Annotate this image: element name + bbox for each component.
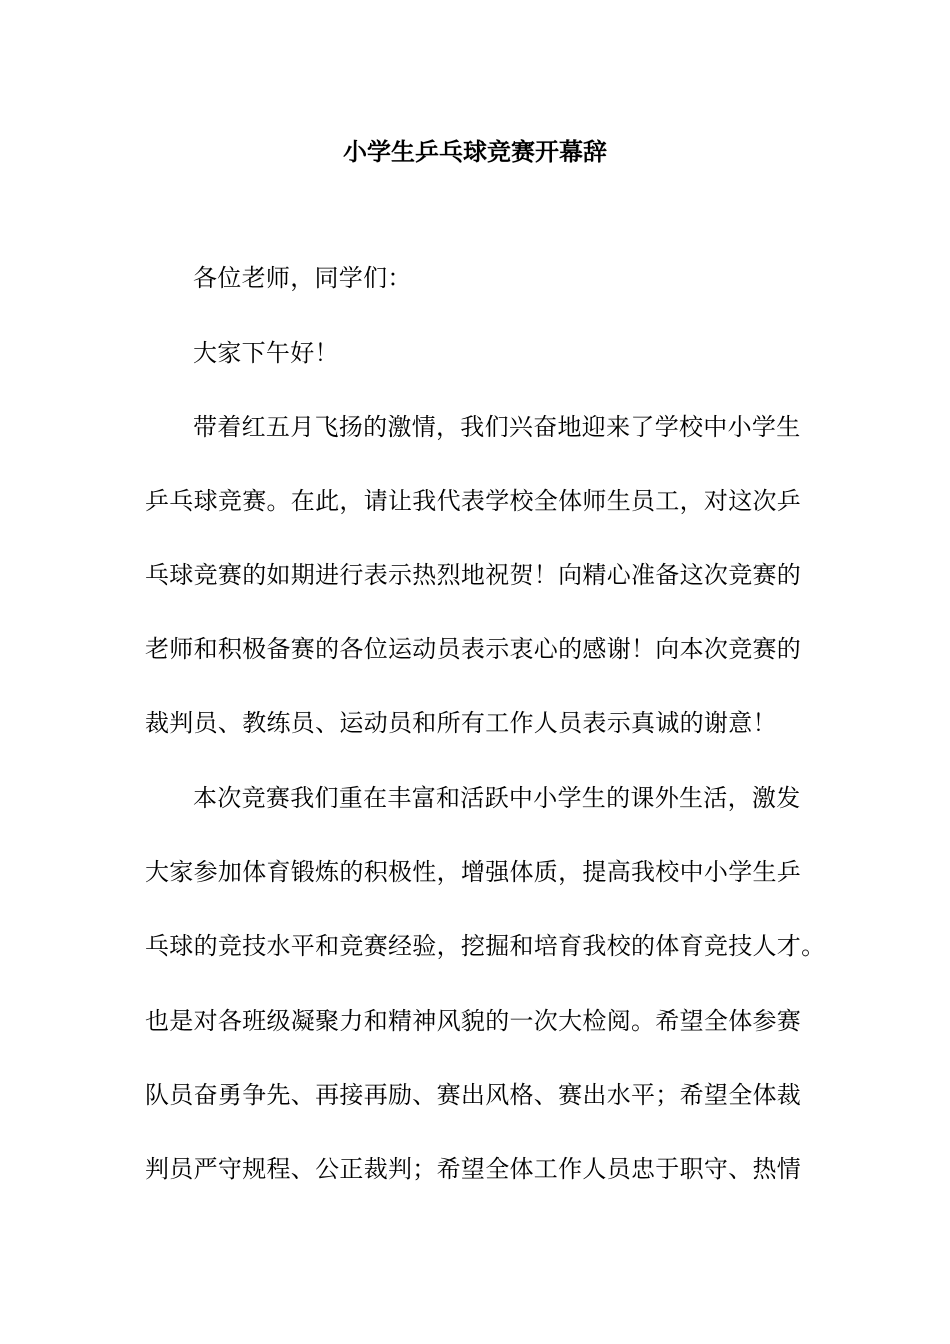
paragraph-line: 带着红五月飞扬的激情，我们兴奋地迎来了学校中小学生 — [193, 413, 801, 441]
paragraph-line: 判员严守规程、公正裁判；希望全体工作人员忠于职守、热情 — [145, 1155, 802, 1183]
paragraph-line: 老师和积极备赛的各位运动员表示衷心的感谢！向本次竞赛的 — [145, 635, 802, 663]
paragraph-line: 乒乓球竞赛。在此，请让我代表学校全体师生员工，对这次乒 — [145, 487, 802, 515]
salutation-line: 各位老师，同学们： — [193, 264, 412, 292]
paragraph-line: 乓球的竞技水平和竞赛经验，挖掘和培育我校的体育竞技人才。 — [145, 932, 826, 960]
paragraph-line: 乓球竞赛的如期进行表示热烈地祝贺！向精心准备这次竞赛的 — [145, 561, 802, 589]
paragraph-line: 大家参加体育锻炼的积极性，增强体质，提高我校中小学生乒 — [145, 858, 802, 886]
paragraph-line: 本次竞赛我们重在丰富和活跃中小学生的课外生活，激发 — [193, 784, 801, 812]
document-title: 小学生乒乓球竞赛开幕辞 — [343, 137, 607, 166]
paragraph-line: 裁判员、教练员、运动员和所有工作人员表示真诚的谢意！ — [145, 709, 777, 737]
paragraph-line: 队员奋勇争先、再接再励、赛出风格、赛出水平；希望全体裁 — [145, 1081, 802, 1109]
greeting-line: 大家下午好！ — [193, 339, 339, 367]
paragraph-line: 也是对各班级凝聚力和精神风貌的一次大检阅。希望全体参赛 — [145, 1007, 802, 1035]
